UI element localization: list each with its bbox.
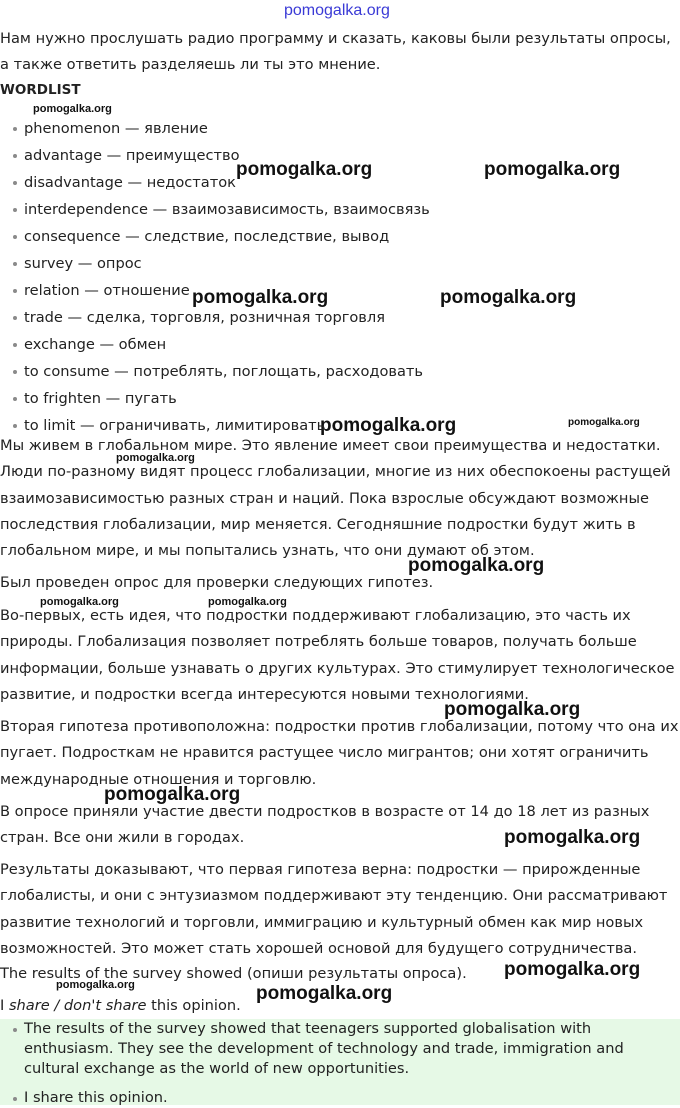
wordlist-item: to frighten — пугать — [0, 385, 680, 412]
paragraph-intro: Мы живем в глобальном мире. Это явление имеет свои преимущества и недостатки. Люди по-разному видят процесс глобализации, многие из них обеспокоены растущей взаимозависимостью разных стран и наций. Пока взрослые обсуждают возможные последствия глобализации, мир меняется. Сегодняшние подростки будут жить в глобальном мире, и мы попытались узнать, что они думают об этом. — [0, 437, 671, 560]
wordlist-item: trade — сделка, торговля, розничная торговля — [0, 304, 680, 331]
task-text: Нам нужно прослушать радио программу и сказать, каковы были результаты опросы, а также ответить разделяешь ли ты это мнение. — [0, 30, 671, 74]
wordlist-heading: WORDLIST — [0, 82, 81, 98]
exercise-suffix: this opinion. — [146, 997, 241, 1014]
paragraph-results: Результаты доказывают, что первая гипотеза верна: подростки — прирожденные глобалисты, и они с энтузиазмом поддерживают эту тенденцию. Они рассматривают развитие технологий и торговли, иммиграцию и культурный обмен как мир новых возможностей. Это может стать хорошей основой для будущего сотрудничества. — [0, 861, 668, 957]
wordlist-item: consequence — следствие, последствие, вывод — [0, 223, 680, 250]
watermark: pomogalka.org — [104, 784, 241, 805]
answer-item: The results of the survey showed that teenagers supported globalisation with enthusiasm. They see the development of technology and trade, immigration and cultural exchange as the world of new opportunities. — [0, 1019, 680, 1079]
wordlist-item: phenomenon — явление — [0, 115, 680, 142]
watermark: pomogalka.org — [40, 596, 119, 608]
wordlist-item: to consume — потреблять, поглощать, расходовать — [0, 358, 680, 385]
paragraph-hypothesis-2: Вторая гипотеза противоположна: подростки против глобализации, потому что она их пугает. Подросткам не нравится растущее число мигрантов; они хотят ограничить международные отношения и торговлю. — [0, 718, 679, 788]
wordlist — [0, 115, 680, 439]
watermark: pomogalka.org — [484, 159, 621, 180]
wordlist-item: exchange — обмен — [0, 331, 680, 358]
watermark: pomogalka.org — [504, 827, 641, 848]
watermark: pomogalka.org — [192, 287, 329, 308]
watermark-top: pomogalka.org — [284, 2, 390, 19]
paragraph-hypothesis-1: Во-первых, есть идея, что подростки поддерживают глобализацию, это часть их природы. Глобализация позволяет потреблять больше товаров, получать больше информации, больше узнавать о других культурах. Это стимулирует технологическое развитие, и подростки всегда интересуются новыми технологиями. — [0, 607, 675, 703]
wordlist-item: disadvantage — недостаток — [0, 169, 680, 196]
watermark: pomogalka.org — [408, 555, 545, 576]
exercise-line-1: The results of the survey showed (опиши результаты опроса). — [0, 965, 467, 982]
watermark: pomogalka.org — [116, 452, 195, 464]
watermark: pomogalka.org — [504, 959, 641, 980]
wordlist-item: survey — опрос — [0, 250, 680, 277]
watermark: pomogalka.org — [256, 983, 393, 1004]
watermark: pomogalka.org — [208, 596, 287, 608]
watermark: pomogalka.org — [33, 103, 112, 115]
paragraph-survey: Был проведен опрос для проверки следующих гипотез. — [0, 574, 434, 591]
wordlist-item: to limit — ограничивать, лимитировать — [0, 412, 680, 439]
watermark: pomogalka.org — [236, 159, 373, 180]
watermark: pomogalka.org — [444, 699, 581, 720]
watermark: pomogalka.org — [56, 979, 135, 991]
paragraph-participants: В опросе приняли участие двести подростков в возрасте от 14 до 18 лет из разных стран. Все они жили в городах. — [0, 803, 650, 847]
watermark: pomogalka.org — [568, 417, 640, 428]
wordlist-item: relation — отношение — [0, 277, 680, 304]
wordlist-item: advantage — преимущество — [0, 142, 680, 169]
answer-list — [0, 1019, 680, 1108]
exercise-choice: share / don't share — [8, 997, 147, 1014]
watermark: pomogalka.org — [440, 287, 577, 308]
exercise-line-2 — [0, 993, 680, 1019]
exercise-prefix: I — [0, 997, 9, 1014]
answer-box — [0, 1019, 680, 1105]
watermark: pomogalka.org — [320, 415, 457, 436]
answer-item: I share this opinion. — [0, 1088, 680, 1108]
wordlist-item: interdependence — взаимозависимость, взаимосвязь — [0, 196, 680, 223]
